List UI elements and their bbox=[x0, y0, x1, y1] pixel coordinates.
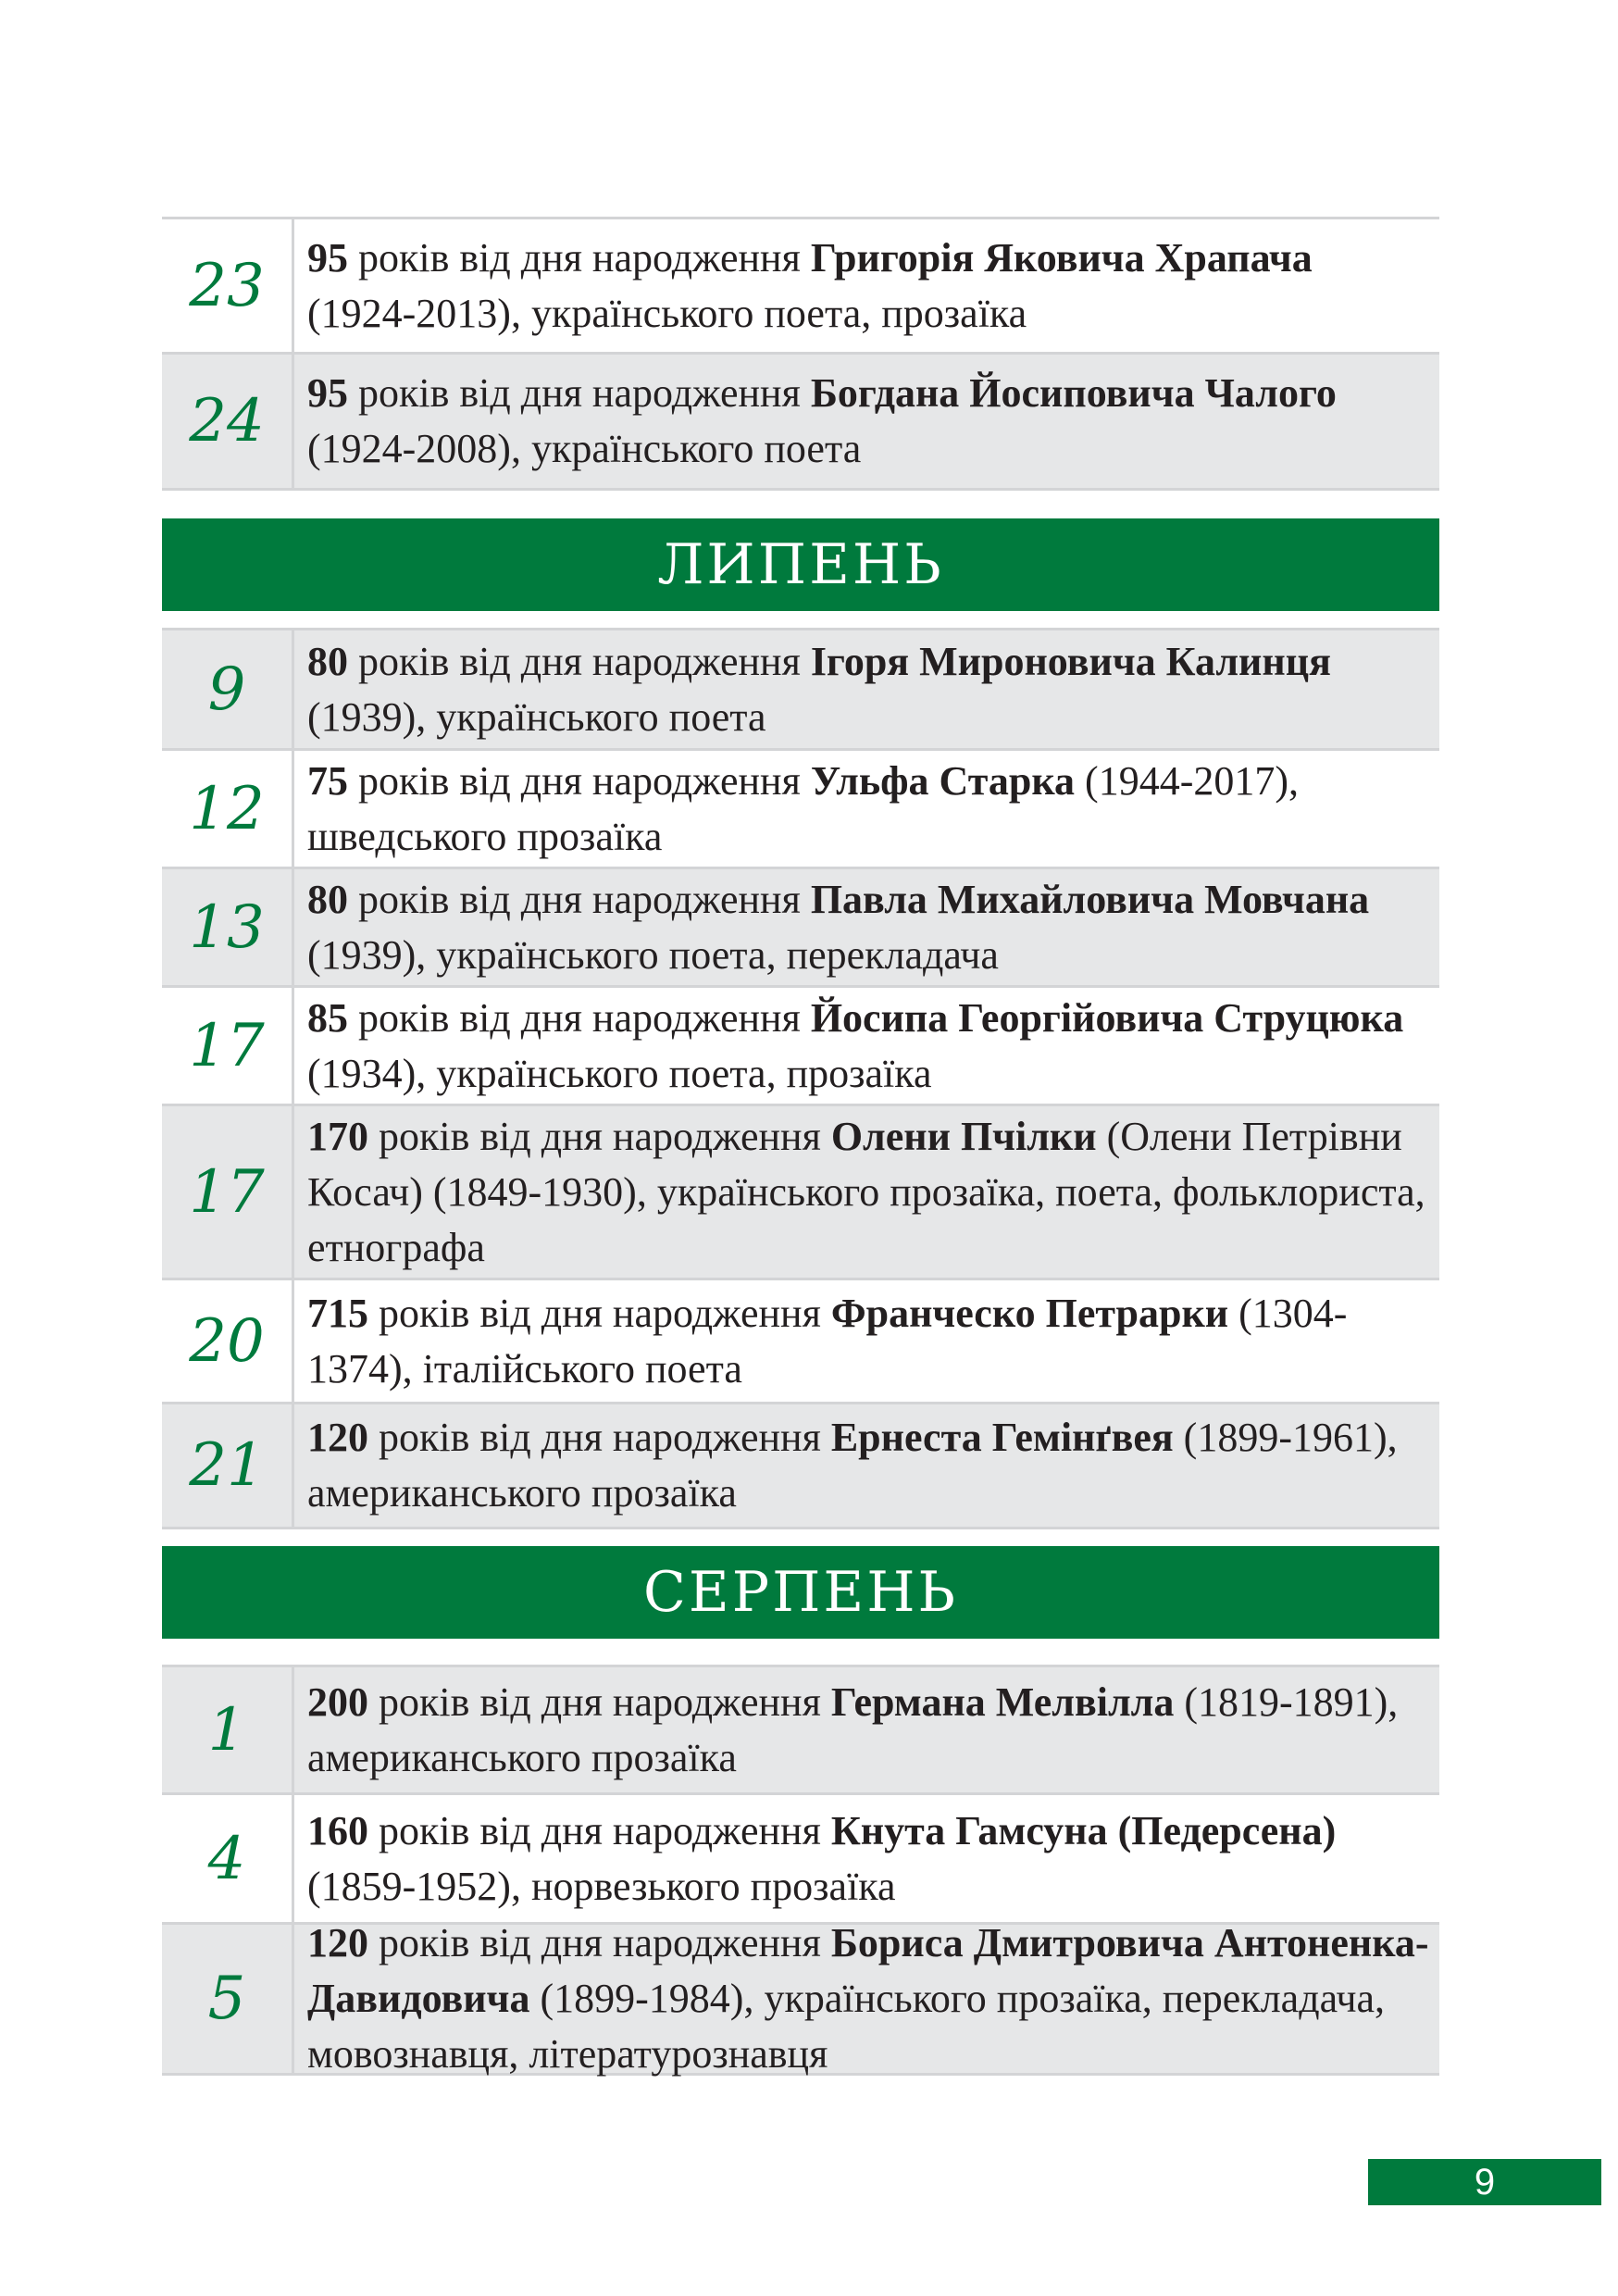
entry-row bbox=[162, 352, 1439, 491]
entry-text bbox=[294, 1401, 1439, 1530]
entry-phrase: років від дня народження bbox=[368, 1678, 831, 1725]
person-name: Ернеста Гемінґвея bbox=[830, 1415, 1174, 1460]
person-name: Кнута Гамсуна (Педерсена) bbox=[830, 1807, 1337, 1853]
entry-phrase: років від дня народження bbox=[348, 638, 811, 684]
entry-phrase: років від дня народження bbox=[368, 1807, 831, 1853]
entry-row bbox=[162, 748, 1439, 867]
anniversary-years: 120 bbox=[307, 1920, 368, 1965]
page-number: 9 bbox=[1368, 2159, 1601, 2205]
day-number: 4 bbox=[162, 1795, 294, 1922]
day-number: 13 bbox=[162, 869, 294, 985]
entry-row bbox=[162, 1402, 1439, 1529]
entry-row bbox=[162, 1104, 1439, 1278]
person-name: Йосипа Георгійовича Струцюка bbox=[810, 994, 1404, 1041]
entry-phrase: років від дня народження bbox=[368, 1920, 831, 1965]
entry-phrase: років від дня народження bbox=[368, 1113, 831, 1159]
person-name: Ігоря Мироновича Калинця bbox=[810, 638, 1331, 684]
entry-row bbox=[162, 985, 1439, 1104]
anniversary-years: 715 bbox=[307, 1290, 368, 1336]
anniversary-years: 120 bbox=[307, 1415, 368, 1460]
calendar bbox=[162, 217, 1439, 2076]
entry-phrase: років від дня народження bbox=[368, 1415, 831, 1460]
day-number: 23 bbox=[162, 219, 294, 352]
entry-details: (1934), українського поета, прозаїка bbox=[307, 1050, 932, 1096]
entry-details: (1944-2017), шведського прозаїка bbox=[307, 757, 1300, 859]
entry-phrase: років від дня народження bbox=[348, 994, 811, 1041]
entry-details: (1819-1891), американського прозаїка bbox=[307, 1678, 1399, 1780]
anniversary-years: 75 bbox=[307, 757, 348, 804]
anniversary-years: 95 bbox=[307, 370, 348, 416]
day-number: 12 bbox=[162, 751, 294, 867]
person-name: Бориса Дмитровича Антоненка-Давидовича bbox=[307, 1920, 1429, 2021]
entry-details: (1899-1984), українського прозаїка, перекладача, мовознавця, літературознавця bbox=[307, 1976, 1386, 2077]
day-number: 1 bbox=[162, 1667, 294, 1792]
entry-details: (Олени Петрівни Косач) (1849-1930), українського прозаїка, поета, фольклориста, етнографа bbox=[307, 1113, 1425, 1270]
month-header-july: ЛИПЕНЬ bbox=[162, 518, 1439, 611]
day-number: 17 bbox=[162, 988, 294, 1104]
entry-details: (1924-2008), українського поета bbox=[307, 426, 862, 471]
entry-phrase: років від дня народження bbox=[348, 757, 811, 804]
entry-row bbox=[162, 867, 1439, 985]
entry-details: (1939), українського поета bbox=[307, 693, 766, 740]
person-name: Богдана Йосиповича Чалого bbox=[810, 370, 1337, 416]
person-name: Олени Пчілки bbox=[830, 1113, 1097, 1159]
entry-text bbox=[294, 356, 1439, 486]
entry-text bbox=[294, 625, 1439, 755]
entry-text bbox=[294, 221, 1439, 351]
entry-details: (1939), українського поета, перекладача bbox=[307, 931, 999, 978]
entry-phrase: років від дня народження bbox=[348, 876, 811, 922]
anniversary-years: 80 bbox=[307, 876, 348, 922]
entry-text bbox=[294, 981, 1439, 1111]
entry-details: (1924-2013), українського поета, прозаїка bbox=[307, 290, 1027, 336]
entry-row bbox=[162, 1792, 1439, 1922]
anniversary-years: 95 bbox=[307, 234, 348, 281]
section-june-continued bbox=[162, 217, 1439, 491]
entry-details: (1899-1961), американського прозаїка bbox=[307, 1415, 1398, 1516]
section-august bbox=[162, 1665, 1439, 2076]
entry-phrase: років від дня народження bbox=[348, 234, 811, 281]
anniversary-years: 160 bbox=[307, 1807, 368, 1853]
entry-details: (1859-1952), норвезького прозаїка bbox=[307, 1863, 896, 1909]
entry-text bbox=[294, 744, 1439, 874]
entry-text bbox=[294, 1794, 1439, 1924]
anniversary-years: 80 bbox=[307, 638, 348, 684]
entry-row bbox=[162, 217, 1439, 352]
entry-phrase: років від дня народження bbox=[348, 370, 811, 416]
person-name: Франческо Петрарки bbox=[830, 1290, 1229, 1336]
person-name: Павла Михайловича Мовчана bbox=[810, 876, 1370, 922]
entry-text bbox=[294, 1666, 1439, 1795]
section-july bbox=[162, 628, 1439, 1529]
entry-phrase: років від дня народження bbox=[368, 1290, 831, 1336]
entry-text bbox=[294, 1906, 1439, 2091]
entry-text bbox=[294, 863, 1439, 992]
person-name: Ульфа Старка bbox=[810, 757, 1076, 804]
person-name: Григорія Яковича Храпача bbox=[810, 234, 1313, 281]
day-number: 20 bbox=[162, 1280, 294, 1402]
anniversary-years: 170 bbox=[307, 1113, 368, 1159]
entry-details: (1304-1374), італійського поета bbox=[307, 1290, 1348, 1391]
entry-row bbox=[162, 1278, 1439, 1402]
entry-text bbox=[294, 1100, 1439, 1285]
month-header-august: СЕРПЕНЬ bbox=[162, 1546, 1439, 1639]
entry-row bbox=[162, 1665, 1439, 1792]
day-number: 17 bbox=[162, 1106, 294, 1278]
entry-row bbox=[162, 1922, 1439, 2076]
entry-text bbox=[294, 1277, 1439, 1406]
day-number: 21 bbox=[162, 1404, 294, 1527]
anniversary-years: 85 bbox=[307, 994, 348, 1041]
entry-row bbox=[162, 628, 1439, 748]
day-number: 9 bbox=[162, 630, 294, 748]
day-number: 5 bbox=[162, 1925, 294, 2073]
person-name: Германа Мелвілла bbox=[830, 1678, 1175, 1725]
day-number: 24 bbox=[162, 355, 294, 488]
anniversary-years: 200 bbox=[307, 1678, 368, 1725]
